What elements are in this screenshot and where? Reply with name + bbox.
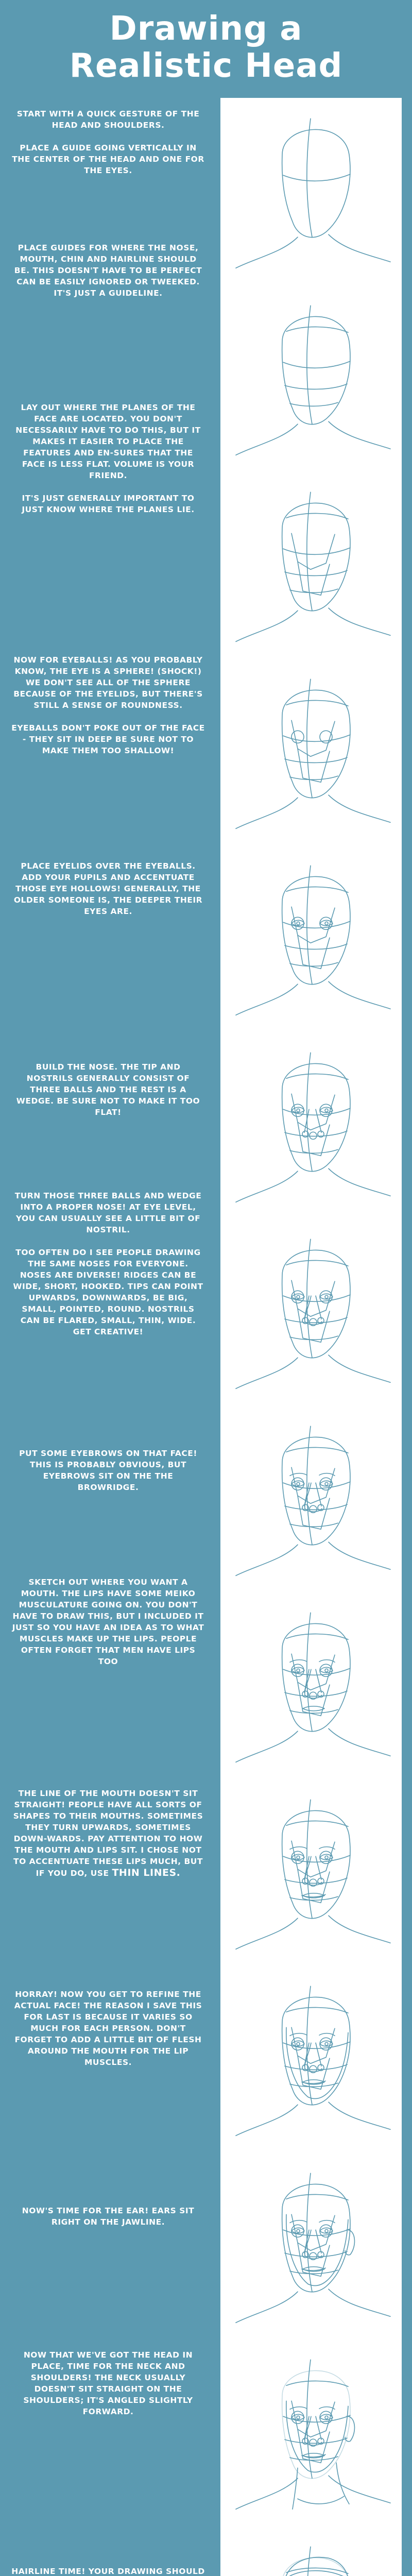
- sketch-stroke: [291, 2225, 304, 2237]
- step-3-text: LAY OUT WHERE THE PLANES OF THE FACE ARE LOCATED. YOU DON'T NECESSARILY HAVE TO DO THIS, BUT IT MAKES IT EASIER TO PLACE THE FEATURES AND EN-SURES THAT THE FACE IS LESS FLAT. VOLUME IS YOUR FRIEND. IT'S JUST GENERALLY IMPORTANT TO JUST KNOW WHERE THE PLANES LIE.: [15, 403, 201, 514]
- sketch-stroke: [236, 2478, 298, 2509]
- illustration-panel: [220, 2339, 402, 2526]
- sketch-stroke: [325, 1109, 328, 1112]
- sketch-stroke: [329, 2476, 390, 2503]
- illustration-panel: [220, 2153, 402, 2340]
- sketch-stroke: [236, 984, 298, 1015]
- sketch-stroke: [290, 776, 338, 779]
- sketch-stroke: [236, 1918, 298, 1949]
- sketch-stroke: [236, 237, 298, 268]
- step-14-text: HAIRLINE TIME! YOUR DRAWING SHOULD: [11, 2567, 205, 2576]
- sketch-stroke: [291, 917, 304, 929]
- sketch-stroke: [303, 1706, 324, 1711]
- illustration-strip: [220, 98, 402, 2576]
- sketch-stroke: [282, 2370, 350, 2478]
- sketch-stroke: [282, 2184, 350, 2292]
- sketch-stroke: [290, 589, 338, 592]
- sketch-stroke: [284, 2557, 349, 2576]
- step-8-text: PUT SOME EYEBROWS ON THAT FACE! THIS IS PROBABLY OBVIOUS, BUT EYEBROWS SIT ON THE THE BROWRIDGE.: [19, 1449, 197, 1492]
- sketch-stroke: [282, 1997, 350, 2105]
- sketch-stroke: [282, 1623, 350, 1731]
- sketch-stroke: [282, 1437, 350, 1545]
- step-13-text: NOW THAT WE'VE GOT THE HEAD IN PLACE, TIME FOR THE NECK AND SHOULDERS! THE NECK USUALLY DOESN'T SIT STRAIGHT ON THE SHOULDERS; IT'S ANGLED SLIGHTLY FORWARD.: [23, 2350, 193, 2416]
- sketch-stroke: [285, 384, 347, 389]
- sketch-stroke: [282, 690, 350, 798]
- sketch-stroke: [286, 887, 348, 892]
- illustration-panel: [220, 1405, 402, 1592]
- sketch-stroke: [325, 1669, 328, 1672]
- sketch-stroke: [236, 1731, 298, 1762]
- sketch-stroke: [298, 2496, 344, 2504]
- step-6-text: BUILD THE NOSE. THE TIP AND NOSTRILS GENERALLY CONSIST OF THREE BALLS AND THE REST IS A WEDGE. BE SURE NOT TO MAKE IT TOO FLAT!: [16, 1062, 200, 1117]
- sketch-stroke: [283, 548, 350, 554]
- sketch-stroke: [297, 2416, 300, 2419]
- sketch-stroke: [290, 1523, 338, 1527]
- sketch-stroke: [329, 981, 390, 1009]
- sketch-stroke: [282, 129, 350, 237]
- sketch-stroke: [286, 1447, 348, 1453]
- sketch-stroke: [282, 1810, 350, 1918]
- sketch-stroke: [287, 2570, 344, 2576]
- sketch-stroke: [329, 1355, 390, 1382]
- step-5-text: PLACE EYELIDS OVER THE EYEBALLS. ADD YOUR PUPILS AND ACCENTUATE THOSE EYE HOLLOWS! GENERALLY, THE OLDER SOMEONE IS, THE DEEPER THEIR EYES ARE.: [13, 861, 203, 916]
- sketch-stroke: [286, 700, 348, 706]
- sketch-stroke: [325, 1856, 328, 1859]
- sketch-stroke: [307, 118, 312, 237]
- sketch-stroke: [297, 1109, 300, 1112]
- sketch-stroke: [297, 1295, 300, 1298]
- emphasis-thin-lines: THIN LINES.: [112, 1867, 181, 1878]
- sketch-stroke: [325, 1482, 328, 1485]
- sketch-stroke: [283, 735, 350, 741]
- sketch-stroke: [286, 1821, 348, 1826]
- sketch-stroke: [329, 795, 390, 822]
- sketch-stroke: [297, 2042, 300, 2045]
- step-7-text: TURN THOSE THREE BALLS AND WEDGE INTO A PROPER NOSE! AT EYE LEVEL, YOU CAN USUALLY SEE A LITTLE BIT OF NOSTRIL. TOO OFTEN DO I SEE PEOPLE DRAWING THE SAME NOSES FOR EVERYONE. NOSES ARE DIVERSE! RIDGES CAN BE WIDE, SHORT, HOOKED. TIPS CAN POINT UPWARDS, DOWNWARDS, BE BIG, SMALL, POINTED, ROUND. NOSTRILS CAN BE FLARED, SMALL, THIN, WIDE. GET CREATIVE!: [13, 1191, 203, 1336]
- illustration-panel: [220, 98, 402, 285]
- sketch-stroke: [282, 1063, 350, 1171]
- sketch-stroke: [286, 2381, 348, 2386]
- title-line-1: Drawing a: [109, 10, 303, 48]
- sketch-stroke: [286, 327, 348, 332]
- sketch-stroke: [297, 2229, 300, 2232]
- illustration-panel: [220, 845, 402, 1032]
- sketch-stroke: [297, 1856, 300, 1859]
- sketch-stroke: [291, 731, 304, 743]
- sketch-stroke: [236, 1171, 298, 1202]
- step-1-text: START WITH A QUICK GESTURE OF THE HEAD AND SHOULDERS. PLACE A GUIDE GOING VERTICALLY IN THE CENTER OF THE HEAD AND ONE FOR THE EYES.: [12, 109, 204, 175]
- sketch-stroke: [307, 2547, 312, 2576]
- sketch-stroke: [282, 876, 350, 984]
- sketch-stroke: [325, 1295, 328, 1298]
- sketch-stroke: [283, 361, 350, 368]
- step-10-text: THE LINE OF THE MOUTH DOESN'T SIT STRAIGHT! PEOPLE HAVE ALL SORTS OF SHAPES TO THEIR MOUTHS. SOMETIMES THEY TURN UPWARDS, SOMETIMES DOWN-WARDS. PAY ATTENTION TO HOW THE MOUTH AND LIPS SIT. I CHOSE NOT TO ACCENTUATE THESE LIPS MUCH, BUT IF YOU DO, USE THIN LINES.: [13, 1789, 203, 1878]
- sketch-stroke: [329, 1168, 390, 1196]
- sketch-stroke: [236, 424, 298, 455]
- sketch-stroke: [325, 2229, 328, 2232]
- sketch-stroke: [290, 1336, 338, 1340]
- sketch-stroke: [286, 1634, 348, 1639]
- illustration-panel: [220, 471, 402, 658]
- sketch-stroke: [297, 922, 300, 925]
- step-12-text: NOW'S TIME FOR THE EAR! EARS SIT RIGHT ON THE JAWLINE.: [22, 2206, 195, 2227]
- sketch-stroke: [282, 1250, 350, 1358]
- sketch-stroke: [329, 1542, 390, 1569]
- sketch-stroke: [329, 2289, 390, 2316]
- sketch-stroke: [290, 402, 338, 406]
- sketch-stroke: [293, 2468, 298, 2509]
- illustration-panel: [220, 658, 402, 845]
- sketch-stroke: [325, 922, 328, 925]
- sketch-stroke: [329, 1916, 390, 1943]
- sketch-stroke: [298, 562, 330, 595]
- sketch-stroke: [236, 2292, 298, 2323]
- sketch-stroke: [291, 1478, 304, 1490]
- illustration-panel: [220, 1218, 402, 1405]
- sketch-stroke: [286, 1074, 348, 1079]
- sketch-stroke: [329, 234, 390, 262]
- sketch-stroke: [291, 1664, 304, 1676]
- sketch-stroke: [298, 749, 330, 782]
- sketch-stroke: [285, 570, 347, 575]
- sketch-stroke: [236, 798, 298, 828]
- sketch-stroke: [286, 2007, 348, 2013]
- illustration-panel: [220, 1032, 402, 1219]
- sketch-stroke: [325, 2042, 328, 2045]
- sketch-stroke: [290, 1149, 338, 1153]
- illustration-panel: [220, 1779, 402, 1966]
- sketch-stroke: [329, 1728, 390, 1756]
- sketch-stroke: [286, 1260, 348, 1266]
- step-9-text: SKETCH OUT WHERE YOU WANT A MOUTH. THE LIPS HAVE SOME MEIKO MUSCULATURE GOING ON. YOU DON'T HAVE TO DRAW THIS, BUT I INCLUDED IT JUST SO YOU HAVE AN IDEA AS TO WHAT MUSCLES MAKE UP THE LIPS. PEOPLE OFTEN FORGET THAT MEN HAVE LIPS TOO: [12, 1578, 204, 1666]
- illustration-panel: [220, 1592, 402, 1779]
- sketch-stroke: [286, 2194, 348, 2200]
- sketch-stroke: [286, 513, 348, 519]
- sketch-stroke: [282, 503, 350, 611]
- sketch-stroke: [329, 2102, 390, 2129]
- sketch-stroke: [297, 1482, 300, 1485]
- sketch-stroke: [291, 1291, 304, 1303]
- sketch-stroke: [236, 2105, 298, 2136]
- title-line-2: Realistic Head: [69, 47, 343, 85]
- sketch-stroke: [310, 1132, 317, 1139]
- sketch-stroke: [285, 944, 347, 949]
- sketch-stroke: [291, 1104, 304, 1116]
- sketch-stroke: [290, 1709, 338, 1713]
- sketch-stroke: [291, 2411, 304, 2424]
- sketch-stroke: [297, 1669, 300, 1672]
- sketch-stroke: [283, 174, 350, 181]
- sketch-stroke: [236, 611, 298, 641]
- illustration-panel: [220, 2526, 402, 2576]
- sketch-stroke: [236, 1358, 298, 1388]
- sketch-stroke: [236, 1545, 298, 1575]
- sketch-stroke: [285, 757, 347, 762]
- sketch-stroke: [329, 421, 390, 449]
- step-4-text: NOW FOR EYEBALLS! AS YOU PROBABLY KNOW, THE EYE IS A SPHERE! (SHOCK!) WE DON'T SEE ALL OF THE SPHERE BECAUSE OF THE EYELIDS, BUT THERE'S STILL A SENSE OF ROUNDNESS. EYEBALLS DON'T POKE OUT OF THE FACE - THEY SIT IN DEEP BE SURE NOT TO MAKE THEM TOO SHALLOW!: [11, 655, 205, 755]
- step-11-text: HORRAY! NOW YOU GET TO REFINE THE ACTUAL FACE! THE REASON I SAVE THIS FOR LAST IS BECAUSE IT VARIES SO MUCH FOR EACH PERSON. DON'T FORGET TO ADD A LITTLE BIT OF FLESH AROUND THE MOUTH FOR THE LIP MUSCLES.: [14, 1990, 202, 2067]
- sketch-stroke: [290, 962, 338, 966]
- step-2-text: PLACE GUIDES FOR WHERE THE NOSE, MOUTH, CHIN AND HAIRLINE SHOULD BE. THIS DOESN'T HAVE TO BE PERFECT CAN BE EASILY IGNORED OR TWEEKED. IT'S JUST A GUIDELINE.: [14, 243, 202, 298]
- sketch-stroke: [291, 1851, 304, 1863]
- sketch-stroke: [298, 935, 330, 969]
- sketch-stroke: [282, 316, 350, 424]
- sketch-stroke: [329, 608, 390, 635]
- sketch-stroke: [325, 2416, 328, 2419]
- sketch-stroke: [291, 2038, 304, 2050]
- illustration-panel: [220, 1965, 402, 2153]
- illustration-panel: [220, 285, 402, 472]
